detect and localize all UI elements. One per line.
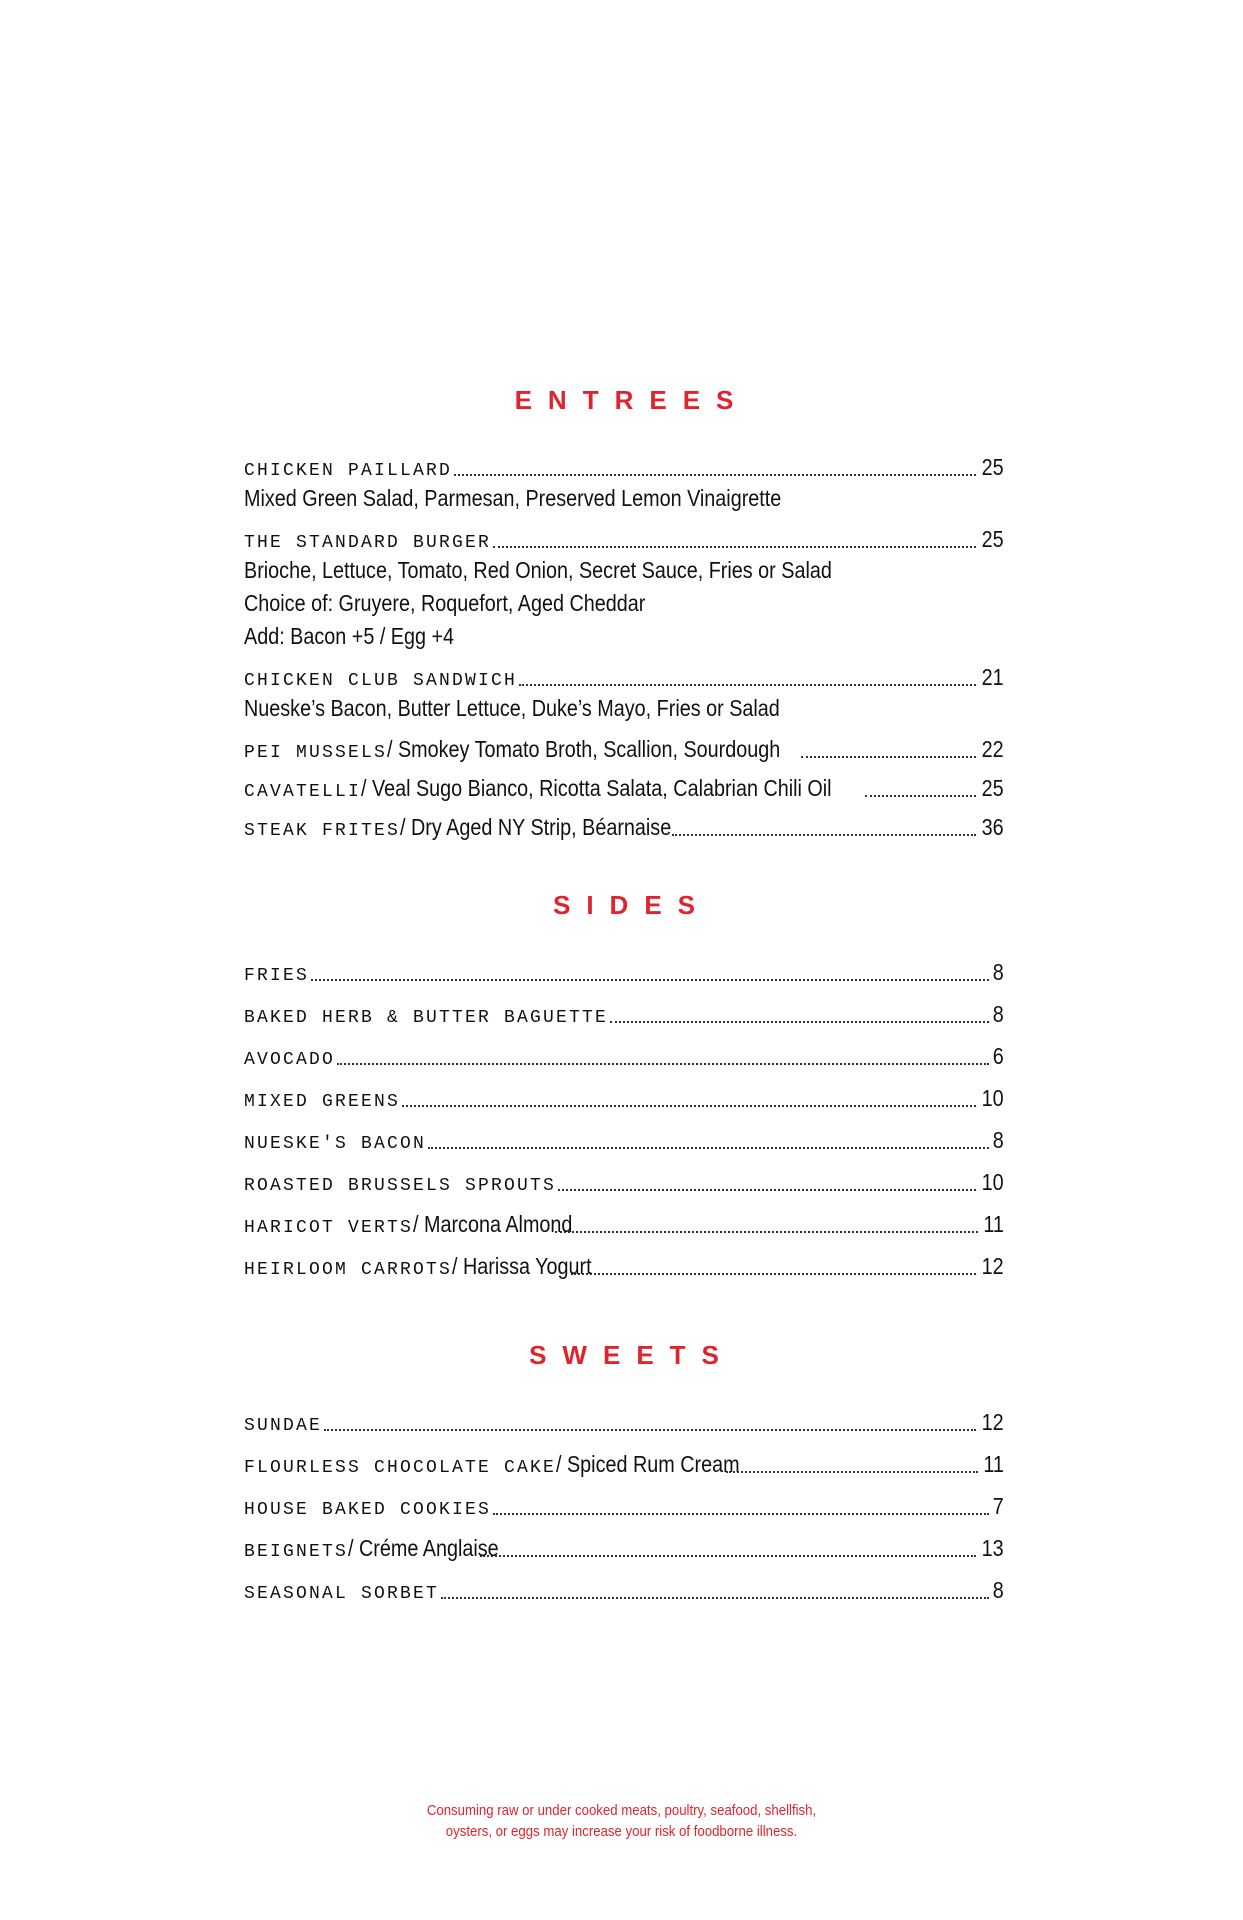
menu-item-price: 8 (992, 1127, 1004, 1153)
menu-item-name: AVOCADO (244, 1050, 336, 1070)
menu-item-line (244, 1043, 1004, 1070)
menu-item-line (244, 1085, 1004, 1112)
menu-item-detail: / Smokey Tomato Broth, Scallion, Sourdough (387, 736, 781, 762)
menu-item-line (244, 1535, 1004, 1562)
menu-item-price: 11 (983, 1451, 1004, 1477)
dot-leader (402, 1105, 976, 1107)
menu-item-name: SEASONAL SORBET (244, 1584, 440, 1604)
menu-item-line (244, 526, 1004, 553)
menu-item-line (244, 736, 1004, 763)
dot-leader (571, 1273, 977, 1275)
menu-item-line (244, 1211, 1004, 1238)
dot-leader (428, 1147, 989, 1149)
menu-item (244, 1211, 1004, 1238)
menu-item (244, 1451, 1004, 1478)
section-title-entrees: ENTREES (514, 385, 750, 415)
menu-item-detail: / Créme Anglaise (348, 1535, 499, 1561)
menu-item-line (244, 1493, 1004, 1520)
menu-item-price: 11 (983, 1211, 1004, 1237)
disclaimer-line-2: oysters, or eggs may increase your risk of foodborne illness. (445, 1823, 798, 1840)
menu-item-price: 13 (981, 1535, 1004, 1561)
disclaimer-line-1: Consuming raw or under cooked meats, poultry, seafood, shellfish, (426, 1802, 817, 1819)
menu-item-price: 12 (981, 1409, 1004, 1435)
menu-item-price: 36 (981, 814, 1004, 840)
menu-item-price: 25 (981, 775, 1004, 801)
menu-item-detail: / Marcona Almond (413, 1211, 573, 1237)
menu-item (244, 454, 1004, 514)
dot-leader (555, 1231, 978, 1233)
dot-leader (493, 546, 976, 548)
dot-leader (610, 1021, 989, 1023)
menu-item-name: MIXED GREENS (244, 1092, 401, 1112)
sides-section (244, 890, 1004, 1295)
dot-leader (865, 795, 977, 797)
menu-item-line (244, 959, 1004, 986)
menu-item-name: SUNDAE (244, 1416, 323, 1436)
menu-item-line (244, 1577, 1004, 1604)
menu-item-detail: / Harissa Yogurt (452, 1253, 592, 1279)
menu-item-price: 25 (981, 526, 1004, 552)
sweets-section (244, 1340, 1004, 1619)
menu-item-description: Brioche, Lettuce, Tomato, Red Onion, Secret Sauce, Fries or Salad (244, 557, 832, 583)
sides-list (244, 959, 1004, 1280)
menu-item-price: 7 (992, 1493, 1004, 1519)
dot-leader (558, 1189, 976, 1191)
menu-item-line (244, 814, 1004, 841)
menu-item-price: 10 (981, 1169, 1004, 1195)
dot-leader (337, 1063, 989, 1065)
menu-item (244, 775, 1004, 802)
dot-leader (726, 1471, 978, 1473)
dot-leader (519, 684, 976, 686)
menu-item-name: FRIES (244, 966, 310, 986)
dot-leader (441, 1597, 989, 1599)
dot-leader (493, 1513, 989, 1515)
menu-item (244, 1127, 1004, 1154)
sweets-list (244, 1409, 1004, 1604)
menu-item-name: CHICKEN PAILLARD (244, 461, 453, 481)
menu-item-description: Mixed Green Salad, Parmesan, Preserved Lemon Vinaigrette (244, 485, 782, 511)
menu-item-detail: / Dry Aged NY Strip, Béarnaise (400, 814, 672, 840)
menu-item-name: HOUSE BAKED COOKIES (244, 1500, 492, 1520)
menu-item-name: CAVATELLI (244, 782, 362, 802)
menu-item-detail: / Spiced Rum Cream (556, 1451, 740, 1477)
dot-leader (672, 834, 977, 836)
menu-item-line (244, 664, 1004, 691)
menu-item (244, 959, 1004, 986)
menu-item-name: HARICOT VERTS (244, 1218, 414, 1238)
menu-item (244, 1043, 1004, 1070)
menu-item-line (244, 1451, 1004, 1478)
menu-item (244, 1001, 1004, 1028)
menu-item-line (244, 1253, 1004, 1280)
menu-item-detail: / Veal Sugo Bianco, Ricotta Salata, Calabrian Chili Oil (361, 775, 832, 801)
menu-item-price: 8 (992, 959, 1004, 985)
menu-item (244, 664, 1004, 724)
menu-item-price: 12 (981, 1253, 1004, 1279)
menu-item-line (244, 454, 1004, 481)
menu-item-name: CHICKEN CLUB SANDWICH (244, 671, 518, 691)
menu-item-name: BAKED HERB & BUTTER BAGUETTE (244, 1008, 609, 1028)
menu-item-description: Choice of: Gruyere, Roquefort, Aged Cheddar (244, 590, 646, 616)
menu-item (244, 526, 1004, 652)
menu-item-name: NUESKE'S BACON (244, 1134, 427, 1154)
menu-item (244, 1253, 1004, 1280)
menu-item (244, 736, 1004, 763)
menu-item-price: 10 (981, 1085, 1004, 1111)
dot-leader (480, 1555, 977, 1557)
menu-item-line (244, 775, 1004, 802)
menu-item-price: 21 (981, 664, 1004, 690)
menu-item-name: THE STANDARD BURGER (244, 533, 492, 553)
menu-item-name: PEI MUSSELS (244, 743, 388, 763)
menu-item (244, 1577, 1004, 1604)
menu-item (244, 1085, 1004, 1112)
menu-item-line (244, 1169, 1004, 1196)
dot-leader (311, 979, 989, 981)
entrees-section (244, 385, 1004, 853)
menu-item-description: Nueske’s Bacon, Butter Lettuce, Duke’s Mayo, Fries or Salad (244, 695, 780, 721)
menu-item-price: 8 (992, 1577, 1004, 1603)
menu-item-line (244, 1409, 1004, 1436)
entrees-list (244, 454, 1004, 841)
menu-item-description: Add: Bacon +5 / Egg +4 (244, 623, 455, 649)
menu-item-name: ROASTED BRUSSELS SPROUTS (244, 1176, 557, 1196)
menu-item-line (244, 1001, 1004, 1028)
dot-leader (454, 474, 976, 476)
menu-item-price: 6 (992, 1043, 1004, 1069)
menu-item-name: FLOURLESS CHOCOLATE CAKE (244, 1458, 557, 1478)
foodborne-illness-disclaimer (0, 1800, 1243, 1842)
menu-item (244, 814, 1004, 841)
menu-item-price: 8 (992, 1001, 1004, 1027)
menu-item (244, 1535, 1004, 1562)
menu-item-name: STEAK FRITES (244, 821, 401, 841)
section-title-sweets: SWEETS (529, 1340, 735, 1370)
menu-item-name: BEIGNETS (244, 1542, 349, 1562)
menu-item-line (244, 1127, 1004, 1154)
dot-leader (801, 756, 977, 758)
section-title-sides: SIDES (552, 890, 712, 920)
menu-item (244, 1169, 1004, 1196)
menu-item (244, 1409, 1004, 1436)
menu-item (244, 1493, 1004, 1520)
menu-item-price: 25 (981, 454, 1004, 480)
dot-leader (324, 1429, 976, 1431)
menu-item-name: HEIRLOOM CARROTS (244, 1260, 453, 1280)
menu-item-price: 22 (981, 736, 1004, 762)
